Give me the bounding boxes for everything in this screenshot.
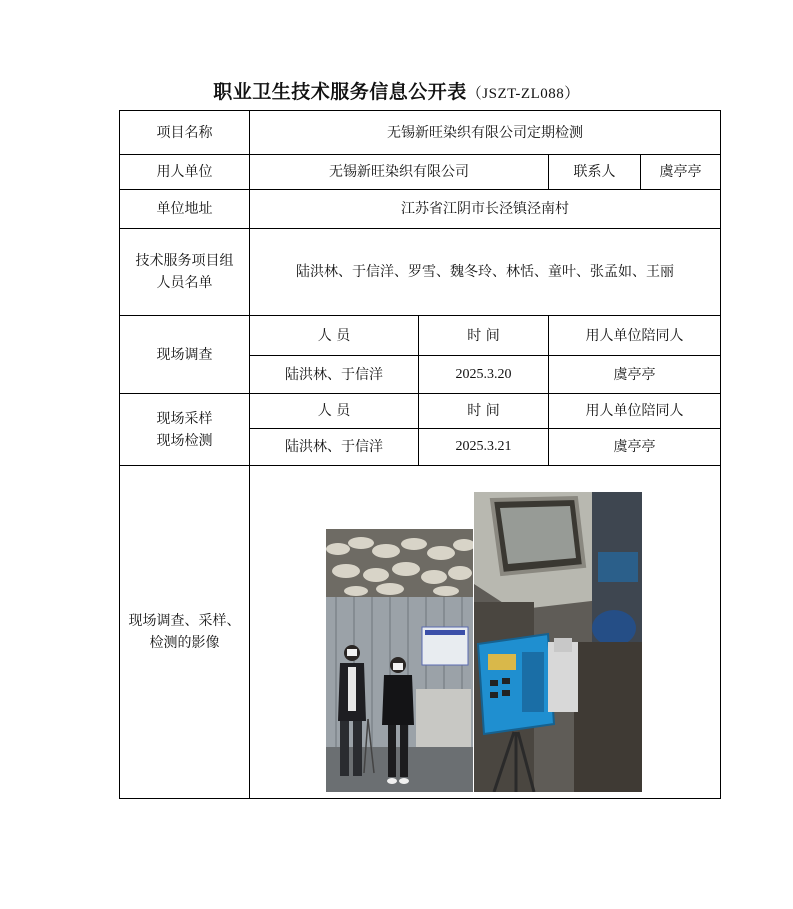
sampling-header-time: 时 间 [419, 394, 549, 429]
images-label-line2: 检测的影像 [149, 635, 220, 651]
document-title [0, 77, 793, 104]
row-project-name [120, 111, 721, 155]
survey-header-personnel: 人 员 [250, 316, 419, 356]
team-value: 陆洪林、于信洋、罗雪、魏冬玲、林恬、童叶、张孟如、王丽 [250, 229, 721, 316]
row-survey-header [120, 316, 721, 356]
survey-personnel: 陆洪林、于信洋 [250, 356, 419, 394]
employer-value: 无锡新旺染织有限公司 [250, 155, 549, 190]
row-sampling-header [120, 394, 721, 429]
sampling-header-personnel: 人 员 [250, 394, 419, 429]
survey-header-time: 时 间 [419, 316, 549, 356]
project-name-value: 无锡新旺染织有限公司定期检测 [250, 111, 721, 155]
images-cell [250, 466, 721, 799]
sampling-label-line1: 现场采样 [156, 410, 213, 427]
team-label-line2: 人员名单 [156, 275, 213, 291]
address-value: 江苏省江阴市长泾镇泾南村 [250, 190, 721, 229]
info-table [119, 110, 721, 799]
project-name-label: 项目名称 [120, 111, 250, 155]
sampling-date: 2025.3.21 [419, 429, 549, 466]
survey-header-escort: 用人单位陪同人 [549, 316, 721, 356]
sampling-instrument-photo-art [474, 492, 642, 792]
site-survey-photo [326, 529, 473, 792]
sampling-header-escort: 用人单位陪同人 [549, 394, 721, 429]
site-survey-photo-art [326, 529, 473, 792]
contact-value: 虞亭亭 [641, 155, 721, 190]
title-code: （JSZT-ZL088） [466, 86, 580, 102]
sampling-instrument-photo [474, 492, 642, 792]
sampling-label [120, 394, 250, 466]
sampling-escort: 虞亭亭 [549, 429, 721, 466]
address-label: 单位地址 [120, 190, 250, 229]
row-images [120, 466, 721, 799]
survey-date: 2025.3.20 [419, 356, 549, 394]
sampling-personnel: 陆洪林、于信洋 [250, 429, 419, 466]
title-main: 职业卫生技术服务信息公开表 [213, 81, 467, 103]
contact-label: 联系人 [549, 155, 641, 190]
images-label-line1: 现场调查、采样、 [128, 613, 241, 629]
row-team [120, 229, 721, 316]
images-label [120, 466, 250, 799]
team-label-line1: 技术服务项目组 [135, 253, 234, 269]
row-address [120, 190, 721, 229]
row-employer [120, 155, 721, 190]
sampling-label-line2: 现场检测 [156, 432, 213, 449]
survey-escort: 虞亭亭 [549, 356, 721, 394]
employer-label: 用人单位 [120, 155, 250, 190]
team-label [120, 229, 250, 316]
survey-label: 现场调查 [120, 316, 250, 394]
